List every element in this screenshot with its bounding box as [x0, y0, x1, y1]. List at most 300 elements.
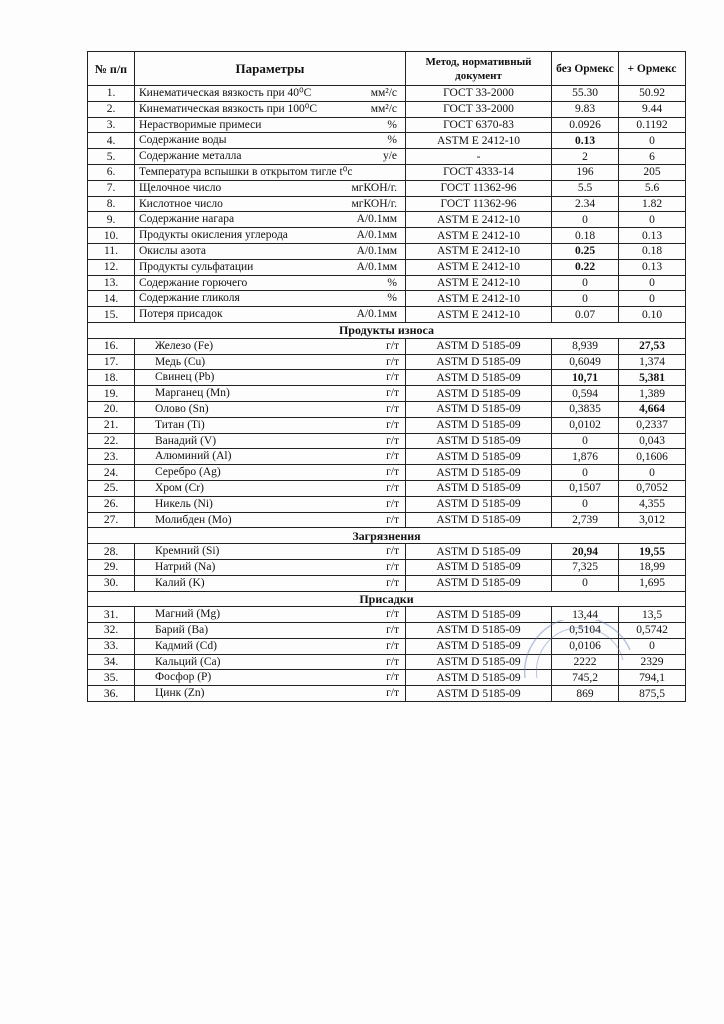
method-cell: ASTM D 5185-09: [406, 512, 552, 528]
value-with-ormex: 1,389: [619, 386, 686, 402]
section-title: Загрязнения: [88, 528, 686, 544]
parameter-cell: [135, 559, 406, 575]
parameter-name: Алюминий (Al): [155, 450, 232, 463]
table-row: [88, 686, 686, 702]
row-number: 9.: [88, 212, 135, 228]
value-with-ormex: 0,1606: [619, 449, 686, 465]
parameter-name: Калий (K): [155, 576, 205, 589]
parameter-cell: [135, 638, 406, 654]
value-without-ormex: 0.25: [552, 243, 619, 259]
parameter-cell: [135, 575, 406, 591]
value-without-ormex: 1,876: [552, 449, 619, 465]
row-number: 27.: [88, 512, 135, 528]
parameter-unit: г/т: [386, 339, 399, 352]
table-row: [88, 544, 686, 560]
header-parameters: Параметры: [135, 52, 406, 86]
row-number: 14.: [88, 291, 135, 307]
value-without-ormex: 0.07: [552, 307, 619, 323]
table-row: [88, 623, 686, 639]
method-cell: ASTM D 5185-09: [406, 638, 552, 654]
header-number: № п/п: [88, 52, 135, 86]
table-header-row: [88, 52, 686, 86]
value-without-ormex: 2.34: [552, 196, 619, 212]
table-row: [88, 512, 686, 528]
parameter-unit: г/т: [386, 497, 399, 510]
value-without-ormex: 196: [552, 164, 619, 180]
method-cell: ASTM D 5185-09: [406, 654, 552, 670]
parameter-name: Кадмий (Cd): [155, 639, 218, 652]
row-number: 19.: [88, 386, 135, 402]
table-row: [88, 417, 686, 433]
value-without-ormex: 0: [552, 433, 619, 449]
method-cell: ASTM D 5185-09: [406, 354, 552, 370]
parameter-cell: [135, 149, 406, 165]
value-with-ormex: 0,2337: [619, 417, 686, 433]
table-row: [88, 401, 686, 417]
value-with-ormex: 0,7052: [619, 480, 686, 496]
section-title: Присадки: [88, 591, 686, 607]
parameter-name: Продукты окисления углерода: [139, 229, 288, 242]
table-row: [88, 307, 686, 323]
row-number: 32.: [88, 623, 135, 639]
row-number: 12.: [88, 259, 135, 275]
parameter-cell: [135, 449, 406, 465]
value-with-ormex: 794,1: [619, 670, 686, 686]
parameter-name: Кинематическая вязкость при 100⁰С: [139, 102, 318, 115]
value-with-ormex: 19,55: [619, 544, 686, 560]
value-without-ormex: 0: [552, 291, 619, 307]
value-without-ormex: 0,594: [552, 386, 619, 402]
value-without-ormex: 5.5: [552, 180, 619, 196]
value-without-ormex: 0,3835: [552, 401, 619, 417]
parameter-cell: [135, 401, 406, 417]
section-title: Продукты износа: [88, 322, 686, 338]
row-number: 11.: [88, 243, 135, 259]
parameter-cell: [135, 686, 406, 702]
row-number: 35.: [88, 670, 135, 686]
parameter-cell: [135, 370, 406, 386]
table-row: [88, 480, 686, 496]
value-with-ormex: 1,695: [619, 575, 686, 591]
method-cell: ASTM D 5185-09: [406, 417, 552, 433]
header-without-ormex: без Ормекс: [552, 52, 619, 86]
table-row: [88, 180, 686, 196]
parameter-cell: [135, 480, 406, 496]
row-number: 5.: [88, 149, 135, 165]
parameter-unit: А/0.1мм: [356, 244, 397, 257]
table-row: [88, 654, 686, 670]
parameter-cell: [135, 670, 406, 686]
row-number: 24.: [88, 465, 135, 481]
table-row: [88, 575, 686, 591]
method-cell: ASTM E 2412-10: [406, 133, 552, 149]
table-row: [88, 370, 686, 386]
value-without-ormex: 0.13: [552, 133, 619, 149]
value-with-ormex: 1.82: [619, 196, 686, 212]
parameter-unit: г/т: [386, 560, 399, 573]
table-row: [88, 164, 686, 180]
table-row: [88, 212, 686, 228]
value-with-ormex: 2329: [619, 654, 686, 670]
value-with-ormex: 0: [619, 212, 686, 228]
table-row: [88, 433, 686, 449]
row-number: 4.: [88, 133, 135, 149]
row-number: 13.: [88, 275, 135, 291]
table-row: [88, 449, 686, 465]
section-header-row: [88, 528, 686, 544]
parameter-name: Натрий (Na): [155, 560, 216, 573]
method-cell: ASTM E 2412-10: [406, 212, 552, 228]
parameter-cell: [135, 433, 406, 449]
value-with-ormex: 0.10: [619, 307, 686, 323]
method-cell: ASTM D 5185-09: [406, 449, 552, 465]
value-without-ormex: 745,2: [552, 670, 619, 686]
parameter-cell: [135, 291, 406, 307]
value-without-ormex: 8,939: [552, 338, 619, 354]
section-header-row: [88, 322, 686, 338]
value-without-ormex: 0: [552, 212, 619, 228]
parameter-name: Свинец (Pb): [155, 371, 215, 384]
row-number: 31.: [88, 607, 135, 623]
parameter-name: Цинк (Zn): [155, 687, 205, 700]
value-with-ormex: 0: [619, 275, 686, 291]
parameter-name: Окислы азота: [139, 244, 206, 257]
method-cell: ГОСТ 6370-83: [406, 117, 552, 133]
parameter-name: Фосфор (P): [155, 671, 212, 684]
parameter-name: Хром (Cr): [155, 481, 204, 494]
parameter-name: Молибден (Mo): [155, 513, 232, 526]
parameter-unit: г/т: [386, 418, 399, 431]
value-without-ormex: 9.83: [552, 101, 619, 117]
value-with-ormex: 0: [619, 291, 686, 307]
table-row: [88, 149, 686, 165]
parameter-unit: г/т: [386, 481, 399, 494]
value-with-ormex: 5,381: [619, 370, 686, 386]
value-with-ormex: 205: [619, 164, 686, 180]
row-number: 20.: [88, 401, 135, 417]
value-with-ormex: 4,355: [619, 496, 686, 512]
parameter-name: Серебро (Ag): [155, 466, 221, 479]
row-number: 16.: [88, 338, 135, 354]
parameter-cell: [135, 101, 406, 117]
parameter-name: Медь (Cu): [155, 355, 206, 368]
row-number: 7.: [88, 180, 135, 196]
method-cell: ASTM D 5185-09: [406, 686, 552, 702]
table-row: [88, 86, 686, 102]
row-number: 6.: [88, 164, 135, 180]
value-without-ormex: 0.0926: [552, 117, 619, 133]
parameter-unit: %: [387, 292, 397, 305]
value-with-ormex: 0: [619, 465, 686, 481]
value-without-ormex: 0,0102: [552, 417, 619, 433]
value-with-ormex: 0.18: [619, 243, 686, 259]
value-without-ormex: 2,739: [552, 512, 619, 528]
value-with-ormex: 875,5: [619, 686, 686, 702]
parameter-name: Нерастворимые примеси: [139, 118, 262, 131]
value-with-ormex: 9.44: [619, 101, 686, 117]
row-number: 3.: [88, 117, 135, 133]
parameter-name: Содержание воды: [139, 134, 227, 147]
parameter-cell: [135, 117, 406, 133]
method-cell: ASTM D 5185-09: [406, 480, 552, 496]
parameter-unit: %: [387, 118, 397, 131]
parameter-unit: мгКОН/г.: [351, 197, 397, 210]
method-cell: ASTM D 5185-09: [406, 623, 552, 639]
parameter-unit: г/т: [386, 655, 399, 668]
parameter-cell: [135, 180, 406, 196]
parameter-unit: А/0.1мм: [356, 260, 397, 273]
method-cell: ASTM E 2412-10: [406, 259, 552, 275]
parameter-unit: г/т: [386, 402, 399, 415]
parameter-name: Потеря присадок: [139, 308, 223, 321]
value-with-ormex: 0.1192: [619, 117, 686, 133]
row-number: 18.: [88, 370, 135, 386]
value-without-ormex: 10,71: [552, 370, 619, 386]
method-cell: ASTM D 5185-09: [406, 338, 552, 354]
table-row: [88, 638, 686, 654]
table-row: [88, 243, 686, 259]
parameter-unit: А/0.1мм: [356, 213, 397, 226]
value-without-ormex: 0,6049: [552, 354, 619, 370]
section-header-row: [88, 591, 686, 607]
parameter-unit: у/е: [382, 150, 397, 163]
parameter-name: Олово (Sn): [155, 402, 209, 415]
parameter-name: Магний (Mg): [155, 608, 221, 621]
header-with-ormex: + Ормекс: [619, 52, 686, 86]
value-with-ormex: 1,374: [619, 354, 686, 370]
value-with-ormex: 27,53: [619, 338, 686, 354]
parameter-name: Кальций (Ca): [155, 655, 221, 668]
table-row: [88, 196, 686, 212]
parameter-name: Температура вспышки в открытом тигле t⁰с: [139, 165, 353, 178]
row-number: 23.: [88, 449, 135, 465]
parameter-unit: г/т: [386, 434, 399, 447]
value-with-ormex: 6: [619, 149, 686, 165]
table-body: [88, 86, 686, 702]
value-with-ormex: 18,99: [619, 559, 686, 575]
parameter-name: Содержание гликоля: [139, 292, 240, 305]
parameter-unit: г/т: [386, 450, 399, 463]
value-with-ormex: 0.13: [619, 259, 686, 275]
parameter-name: Ванадий (V): [155, 434, 217, 447]
parameter-unit: г/т: [386, 371, 399, 384]
value-without-ormex: 0: [552, 496, 619, 512]
parameter-name: Барий (Ba): [155, 624, 209, 637]
table-row: [88, 228, 686, 244]
table-row: [88, 275, 686, 291]
row-number: 26.: [88, 496, 135, 512]
method-cell: ASTM D 5185-09: [406, 607, 552, 623]
parameter-cell: [135, 386, 406, 402]
value-without-ormex: 0,0106: [552, 638, 619, 654]
parameter-cell: [135, 496, 406, 512]
row-number: 30.: [88, 575, 135, 591]
parameter-cell: [135, 544, 406, 560]
parameter-name: Кислотное число: [139, 197, 223, 210]
parameter-cell: [135, 164, 406, 180]
parameter-unit: мм²/с: [370, 102, 397, 115]
row-number: 8.: [88, 196, 135, 212]
value-without-ormex: 2: [552, 149, 619, 165]
table-row: [88, 338, 686, 354]
parameter-cell: [135, 338, 406, 354]
parameter-name: Кремний (Si): [155, 545, 220, 558]
parameter-cell: [135, 243, 406, 259]
method-cell: ГОСТ 33-2000: [406, 101, 552, 117]
parameter-name: Железо (Fe): [155, 339, 214, 352]
parameter-unit: мм²/с: [370, 87, 397, 99]
value-without-ormex: 0: [552, 575, 619, 591]
method-cell: ГОСТ 11362-96: [406, 180, 552, 196]
parameter-name: Марганец (Mn): [155, 387, 230, 400]
parameter-name: Содержание горючего: [139, 276, 248, 289]
table-row: [88, 354, 686, 370]
parameter-unit: %: [387, 276, 397, 289]
parameter-name: Титан (Ti): [155, 418, 205, 431]
method-cell: ASTM D 5185-09: [406, 465, 552, 481]
value-with-ormex: 50.92: [619, 86, 686, 102]
value-without-ormex: 13,44: [552, 607, 619, 623]
value-without-ormex: 0.18: [552, 228, 619, 244]
value-with-ormex: 0: [619, 638, 686, 654]
value-with-ormex: 0,5742: [619, 623, 686, 639]
row-number: 1.: [88, 86, 135, 102]
value-with-ormex: 5.6: [619, 180, 686, 196]
parameter-unit: г/т: [386, 545, 399, 558]
parameter-unit: мгКОН/г.: [351, 181, 397, 194]
row-number: 25.: [88, 480, 135, 496]
method-cell: ASTM D 5185-09: [406, 559, 552, 575]
table-row: [88, 559, 686, 575]
parameter-unit: г/т: [386, 671, 399, 684]
parameter-unit: г/т: [386, 608, 399, 621]
method-cell: ASTM E 2412-10: [406, 275, 552, 291]
row-number: 28.: [88, 544, 135, 560]
parameter-cell: [135, 654, 406, 670]
parameter-unit: г/т: [386, 355, 399, 368]
parameter-cell: [135, 228, 406, 244]
table-row: [88, 670, 686, 686]
parameter-unit: г/т: [386, 687, 399, 700]
parameter-unit: %: [387, 134, 397, 147]
row-number: 15.: [88, 307, 135, 323]
table-row: [88, 291, 686, 307]
parameter-unit: г/т: [386, 576, 399, 589]
value-without-ormex: 0,5104: [552, 623, 619, 639]
method-cell: ASTM D 5185-09: [406, 496, 552, 512]
parameter-cell: [135, 259, 406, 275]
value-without-ormex: 7,325: [552, 559, 619, 575]
value-without-ormex: 2222: [552, 654, 619, 670]
parameter-unit: А/0.1мм: [356, 308, 397, 321]
parameter-cell: [135, 275, 406, 291]
parameter-cell: [135, 465, 406, 481]
table-row: [88, 465, 686, 481]
parameter-name: Содержание металла: [139, 150, 242, 163]
parameter-cell: [135, 196, 406, 212]
method-cell: ГОСТ 4333-14: [406, 164, 552, 180]
method-cell: ASTM D 5185-09: [406, 401, 552, 417]
method-cell: ASTM D 5185-09: [406, 575, 552, 591]
parameter-unit: А/0.1мм: [356, 229, 397, 242]
value-without-ormex: 0,1507: [552, 480, 619, 496]
method-cell: ASTM D 5185-09: [406, 433, 552, 449]
parameter-name: Никель (Ni): [155, 497, 213, 510]
method-cell: ASTM E 2412-10: [406, 228, 552, 244]
method-cell: ASTM D 5185-09: [406, 386, 552, 402]
parameter-cell: [135, 623, 406, 639]
method-cell: ASTM D 5185-09: [406, 544, 552, 560]
row-number: 33.: [88, 638, 135, 654]
method-cell: ASTM D 5185-09: [406, 670, 552, 686]
value-without-ormex: 55.30: [552, 86, 619, 102]
parameter-name: Кинематическая вязкость при 40⁰С: [139, 87, 312, 99]
row-number: 36.: [88, 686, 135, 702]
parameter-cell: [135, 86, 406, 102]
value-with-ormex: 0.13: [619, 228, 686, 244]
value-with-ormex: 0: [619, 133, 686, 149]
table-row: [88, 607, 686, 623]
row-number: 17.: [88, 354, 135, 370]
table-row: [88, 386, 686, 402]
parameter-name: Продукты сульфатации: [139, 260, 254, 273]
row-number: 10.: [88, 228, 135, 244]
parameter-unit: г/т: [386, 387, 399, 400]
parameter-unit: г/т: [386, 624, 399, 637]
method-cell: ГОСТ 11362-96: [406, 196, 552, 212]
header-method: Метод, нормативный документ: [406, 52, 552, 86]
parameter-cell: [135, 307, 406, 323]
value-with-ormex: 4,664: [619, 401, 686, 417]
row-number: 34.: [88, 654, 135, 670]
row-number: 21.: [88, 417, 135, 433]
parameter-name: Содержание нагара: [139, 213, 235, 226]
parameter-cell: [135, 607, 406, 623]
table-row: [88, 101, 686, 117]
parameter-cell: [135, 417, 406, 433]
method-cell: -: [406, 149, 552, 165]
row-number: 29.: [88, 559, 135, 575]
parameter-name: Щелочное число: [139, 181, 222, 194]
table-row: [88, 133, 686, 149]
oil-analysis-table: [87, 51, 686, 702]
parameter-cell: [135, 512, 406, 528]
parameter-cell: [135, 212, 406, 228]
parameter-cell: [135, 354, 406, 370]
parameter-unit: г/т: [386, 513, 399, 526]
parameter-unit: г/т: [386, 639, 399, 652]
value-with-ormex: 0,043: [619, 433, 686, 449]
parameter-cell: [135, 133, 406, 149]
method-cell: ASTM E 2412-10: [406, 291, 552, 307]
value-without-ormex: 0: [552, 275, 619, 291]
row-number: 22.: [88, 433, 135, 449]
value-without-ormex: 0: [552, 465, 619, 481]
table-row: [88, 259, 686, 275]
row-number: 2.: [88, 101, 135, 117]
method-cell: ГОСТ 33-2000: [406, 86, 552, 102]
table-row: [88, 496, 686, 512]
method-cell: ASTM E 2412-10: [406, 243, 552, 259]
value-without-ormex: 20,94: [552, 544, 619, 560]
method-cell: ASTM E 2412-10: [406, 307, 552, 323]
value-without-ormex: 869: [552, 686, 619, 702]
value-with-ormex: 13,5: [619, 607, 686, 623]
method-cell: ASTM D 5185-09: [406, 370, 552, 386]
value-without-ormex: 0.22: [552, 259, 619, 275]
table-row: [88, 117, 686, 133]
parameter-unit: г/т: [386, 466, 399, 479]
